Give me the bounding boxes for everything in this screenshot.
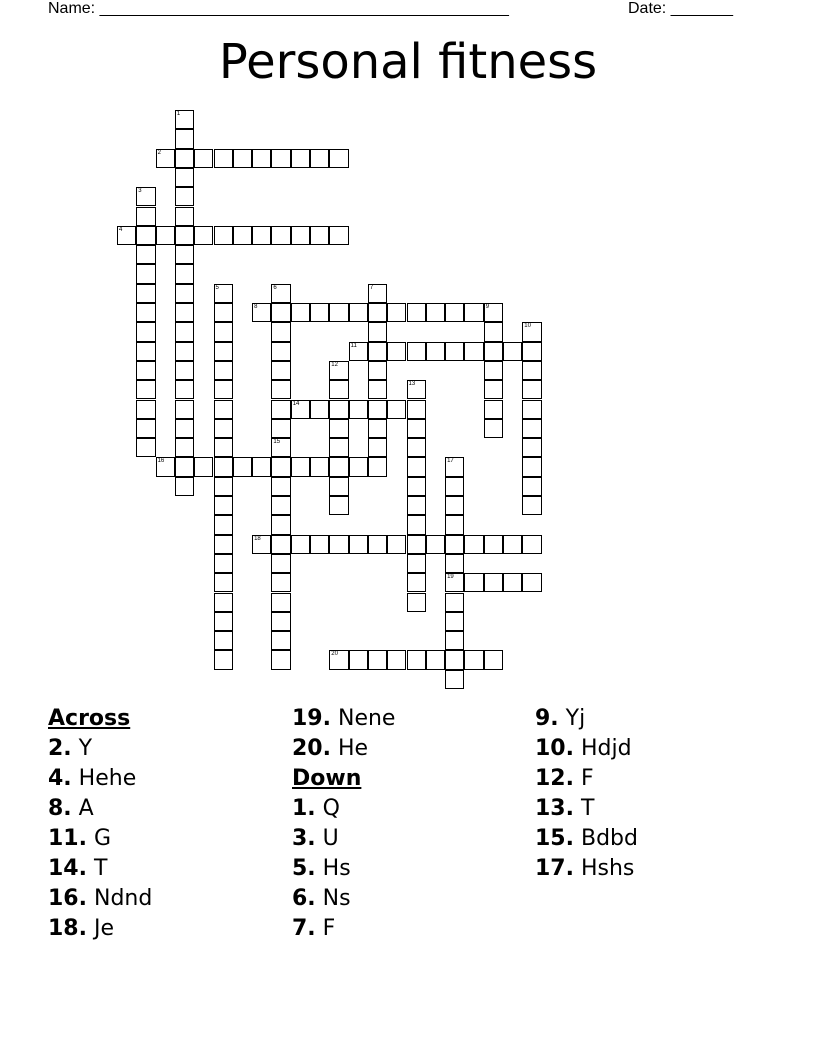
grid-cell[interactable] xyxy=(271,631,290,650)
grid-cell[interactable] xyxy=(175,168,194,187)
grid-cell[interactable] xyxy=(291,400,310,419)
clue-across-20: 20. He xyxy=(292,736,369,761)
grid-cell[interactable] xyxy=(368,438,387,457)
grid-cell[interactable] xyxy=(214,573,233,592)
grid-cell[interactable] xyxy=(175,419,194,438)
page-title: Personal fitness xyxy=(218,34,598,90)
grid-cell[interactable] xyxy=(445,515,464,534)
grid-cell[interactable] xyxy=(175,187,194,206)
grid-cell[interactable] xyxy=(503,573,522,592)
grid-cell[interactable] xyxy=(175,322,194,341)
grid-cell[interactable] xyxy=(484,419,503,438)
grid-cell[interactable] xyxy=(194,226,213,245)
grid-cell[interactable] xyxy=(387,400,406,419)
grid-cell[interactable] xyxy=(349,650,368,669)
clue-across-4: 4. Hehe xyxy=(48,766,137,791)
grid-cell[interactable] xyxy=(252,457,271,476)
grid-cell[interactable] xyxy=(445,631,464,650)
grid-cell[interactable] xyxy=(329,400,348,419)
grid-cell[interactable] xyxy=(117,226,136,245)
grid-cell[interactable] xyxy=(522,380,541,399)
grid-cell[interactable] xyxy=(271,612,290,631)
grid-cell[interactable] xyxy=(349,457,368,476)
grid-cell[interactable] xyxy=(175,380,194,399)
grid-cell[interactable] xyxy=(464,303,483,322)
grid-cell[interactable] xyxy=(214,400,233,419)
grid-cell[interactable] xyxy=(271,535,290,554)
grid-cell[interactable] xyxy=(484,322,503,341)
grid-cell[interactable] xyxy=(368,342,387,361)
cell-number: 3 xyxy=(138,188,142,195)
grid-cell[interactable] xyxy=(426,650,445,669)
grid-cell[interactable] xyxy=(407,303,426,322)
grid-cell[interactable] xyxy=(445,670,464,689)
grid-cell[interactable] xyxy=(349,303,368,322)
grid-cell[interactable] xyxy=(387,342,406,361)
grid-cell[interactable] xyxy=(271,515,290,534)
grid-cell[interactable] xyxy=(445,573,464,592)
grid-cell[interactable] xyxy=(175,245,194,264)
grid-cell[interactable] xyxy=(484,573,503,592)
grid-cell[interactable] xyxy=(175,361,194,380)
grid-cell[interactable] xyxy=(214,593,233,612)
grid-cell[interactable] xyxy=(291,535,310,554)
clue-down-10: 10. Hdjd xyxy=(535,736,632,761)
grid-cell[interactable] xyxy=(503,535,522,554)
grid-cell[interactable] xyxy=(136,380,155,399)
grid-cell[interactable] xyxy=(407,419,426,438)
grid-cell[interactable] xyxy=(271,226,290,245)
grid-cell[interactable] xyxy=(329,535,348,554)
grid-cell[interactable] xyxy=(310,400,329,419)
cell-number: 14 xyxy=(292,400,300,407)
cell-number: 9 xyxy=(485,304,490,310)
clue-down-9: 9. Yj xyxy=(535,706,586,731)
clue-across-16: 16. Ndnd xyxy=(48,886,153,911)
grid-cell[interactable] xyxy=(136,187,155,206)
grid-cell[interactable] xyxy=(329,149,348,168)
grid-cell[interactable] xyxy=(291,303,310,322)
grid-cell[interactable] xyxy=(271,361,290,380)
grid-cell[interactable] xyxy=(407,535,426,554)
grid-cell[interactable] xyxy=(503,342,522,361)
grid-cell[interactable] xyxy=(214,419,233,438)
grid-cell[interactable] xyxy=(445,477,464,496)
grid-cell[interactable] xyxy=(445,612,464,631)
grid-cell[interactable] xyxy=(175,264,194,283)
cell-number: 10 xyxy=(524,323,531,330)
grid-cell[interactable] xyxy=(271,400,290,419)
grid-cell[interactable] xyxy=(214,303,233,322)
grid-cell[interactable] xyxy=(387,303,406,322)
grid-cell[interactable] xyxy=(368,419,387,438)
grid-cell[interactable] xyxy=(136,438,155,457)
grid-cell[interactable] xyxy=(445,535,464,554)
clue-down-13: 13. T xyxy=(535,796,595,821)
clue-across-19: 19. Nene xyxy=(292,706,396,731)
clue-down-7: 7. F xyxy=(292,916,336,941)
cell-number: 1 xyxy=(176,111,181,117)
grid-cell[interactable] xyxy=(214,535,233,554)
cell-number: 5 xyxy=(215,284,219,291)
cell-number: 16 xyxy=(157,458,165,465)
clue-down-15: 15. Bdbd xyxy=(535,826,638,851)
grid-cell[interactable] xyxy=(407,593,426,612)
grid-cell[interactable] xyxy=(214,515,233,534)
grid-cell[interactable] xyxy=(136,264,155,283)
grid-cell[interactable] xyxy=(349,342,368,361)
grid-cell[interactable] xyxy=(464,342,483,361)
cell-number: 8 xyxy=(254,304,258,310)
grid-cell[interactable] xyxy=(368,650,387,669)
grid-cell[interactable] xyxy=(522,496,541,515)
grid-cell[interactable] xyxy=(484,361,503,380)
grid-cell[interactable] xyxy=(214,380,233,399)
grid-cell[interactable] xyxy=(407,515,426,534)
grid-cell[interactable] xyxy=(194,149,213,168)
date-field-label: Date: _______ xyxy=(628,0,733,17)
cell-number: 12 xyxy=(331,361,338,368)
cell-number: 19 xyxy=(447,574,454,581)
clue-down-1: 1. Q xyxy=(292,796,340,821)
grid-cell[interactable] xyxy=(271,149,290,168)
grid-cell[interactable] xyxy=(329,419,348,438)
grid-cell[interactable] xyxy=(445,342,464,361)
cell-number: 15 xyxy=(273,439,281,446)
grid-cell[interactable] xyxy=(522,573,541,592)
grid-cell[interactable] xyxy=(522,322,541,341)
grid-cell[interactable] xyxy=(329,457,348,476)
across-heading: Across xyxy=(48,706,131,731)
grid-cell[interactable] xyxy=(464,650,483,669)
grid-cell[interactable] xyxy=(175,129,194,148)
cell-number: 7 xyxy=(369,284,374,291)
grid-cell[interactable] xyxy=(368,322,387,341)
grid-cell[interactable] xyxy=(407,496,426,515)
grid-cell[interactable] xyxy=(445,554,464,573)
grid-cell[interactable] xyxy=(310,457,329,476)
grid-cell[interactable] xyxy=(271,303,290,322)
grid-cell[interactable] xyxy=(156,226,175,245)
grid-cell[interactable] xyxy=(214,149,233,168)
grid-cell[interactable] xyxy=(484,303,503,322)
grid-cell[interactable] xyxy=(214,457,233,476)
grid-cell[interactable] xyxy=(407,342,426,361)
grid-cell[interactable] xyxy=(522,535,541,554)
grid-cell[interactable] xyxy=(291,149,310,168)
grid-cell[interactable] xyxy=(407,650,426,669)
grid-cell[interactable] xyxy=(271,342,290,361)
grid-cell[interactable] xyxy=(329,438,348,457)
grid-cell[interactable] xyxy=(464,535,483,554)
grid-cell[interactable] xyxy=(136,226,155,245)
grid-cell[interactable] xyxy=(445,303,464,322)
grid-cell[interactable] xyxy=(252,149,271,168)
name-field-label: Name: ______________________________________________ xyxy=(48,0,509,17)
grid-cell[interactable] xyxy=(175,400,194,419)
grid-cell[interactable] xyxy=(136,245,155,264)
grid-cell[interactable] xyxy=(484,400,503,419)
grid-cell[interactable] xyxy=(407,573,426,592)
grid-cell[interactable] xyxy=(368,457,387,476)
grid-cell[interactable] xyxy=(522,438,541,457)
grid-cell[interactable] xyxy=(407,477,426,496)
grid-cell[interactable] xyxy=(271,419,290,438)
cell-number: 11 xyxy=(350,342,357,349)
grid-cell[interactable] xyxy=(329,650,348,669)
clue-down-5: 5. Hs xyxy=(292,856,351,881)
grid-cell[interactable] xyxy=(136,342,155,361)
grid-cell[interactable] xyxy=(233,226,252,245)
grid-cell[interactable] xyxy=(329,380,348,399)
cell-number: 17 xyxy=(447,458,454,465)
grid-cell[interactable] xyxy=(214,496,233,515)
grid-cell[interactable] xyxy=(387,535,406,554)
grid-cell[interactable] xyxy=(387,650,406,669)
grid-cell[interactable] xyxy=(175,207,194,226)
grid-cell[interactable] xyxy=(175,303,194,322)
grid-cell[interactable] xyxy=(522,457,541,476)
grid-cell[interactable] xyxy=(214,612,233,631)
grid-cell[interactable] xyxy=(522,477,541,496)
grid-cell[interactable] xyxy=(214,477,233,496)
grid-cell[interactable] xyxy=(252,535,271,554)
grid-cell[interactable] xyxy=(407,457,426,476)
grid-cell[interactable] xyxy=(484,342,503,361)
grid-cell[interactable] xyxy=(233,149,252,168)
down-heading: Down xyxy=(292,766,362,791)
grid-cell[interactable] xyxy=(368,303,387,322)
grid-cell[interactable] xyxy=(175,342,194,361)
grid-cell[interactable] xyxy=(522,400,541,419)
clue-across-18: 18. Je xyxy=(48,916,115,941)
cell-number: 18 xyxy=(254,535,261,542)
grid-cell[interactable] xyxy=(426,535,445,554)
grid-cell[interactable] xyxy=(445,593,464,612)
grid-cell[interactable] xyxy=(484,535,503,554)
grid-cell[interactable] xyxy=(175,438,194,457)
grid-cell[interactable] xyxy=(252,303,271,322)
clue-across-11: 11. G xyxy=(48,826,112,851)
clue-down-12: 12. F xyxy=(535,766,594,791)
grid-cell[interactable] xyxy=(136,207,155,226)
grid-cell[interactable] xyxy=(407,380,426,399)
grid-cell[interactable] xyxy=(329,303,348,322)
grid-cell[interactable] xyxy=(214,438,233,457)
grid-cell[interactable] xyxy=(136,284,155,303)
grid-cell[interactable] xyxy=(194,457,213,476)
grid-cell[interactable] xyxy=(156,149,175,168)
cell-number: 4 xyxy=(119,226,123,233)
clue-down-6: 6. Ns xyxy=(292,886,351,911)
grid-cell[interactable] xyxy=(426,303,445,322)
grid-cell[interactable] xyxy=(310,149,329,168)
grid-cell[interactable] xyxy=(445,650,464,669)
grid-cell[interactable] xyxy=(214,284,233,303)
grid-cell[interactable] xyxy=(329,226,348,245)
grid-cell[interactable] xyxy=(136,303,155,322)
grid-cell[interactable] xyxy=(271,650,290,669)
grid-cell[interactable] xyxy=(291,226,310,245)
grid-cell[interactable] xyxy=(368,380,387,399)
grid-cell[interactable] xyxy=(484,380,503,399)
grid-cell[interactable] xyxy=(214,226,233,245)
grid-cell[interactable] xyxy=(175,149,194,168)
grid-cell[interactable] xyxy=(522,419,541,438)
grid-cell[interactable] xyxy=(271,593,290,612)
grid-cell[interactable] xyxy=(156,457,175,476)
cell-number: 13 xyxy=(408,381,416,388)
clue-across-8: 8. A xyxy=(48,796,94,821)
clue-down-3: 3. U xyxy=(292,826,339,851)
clue-column-2 xyxy=(292,704,395,944)
grid-cell[interactable] xyxy=(349,400,368,419)
grid-cell[interactable] xyxy=(291,457,310,476)
grid-cell[interactable] xyxy=(368,361,387,380)
grid-cell[interactable] xyxy=(271,457,290,476)
grid-cell[interactable] xyxy=(175,226,194,245)
grid-cell[interactable] xyxy=(214,342,233,361)
grid-cell[interactable] xyxy=(175,284,194,303)
grid-cell[interactable] xyxy=(271,438,290,457)
grid-cell[interactable] xyxy=(329,496,348,515)
grid-cell[interactable] xyxy=(214,322,233,341)
grid-cell[interactable] xyxy=(310,226,329,245)
cell-number: 2 xyxy=(157,149,161,156)
grid-cell[interactable] xyxy=(464,573,483,592)
grid-cell[interactable] xyxy=(233,457,252,476)
grid-cell[interactable] xyxy=(136,361,155,380)
grid-cell[interactable] xyxy=(271,573,290,592)
grid-cell[interactable] xyxy=(426,342,445,361)
grid-cell[interactable] xyxy=(310,535,329,554)
clue-column-1 xyxy=(48,704,152,944)
grid-cell[interactable] xyxy=(175,457,194,476)
grid-cell[interactable] xyxy=(484,650,503,669)
grid-cell[interactable] xyxy=(445,457,464,476)
cell-number: 6 xyxy=(273,284,277,291)
grid-cell[interactable] xyxy=(271,554,290,573)
grid-cell[interactable] xyxy=(368,400,387,419)
grid-cell[interactable] xyxy=(175,110,194,129)
cell-number: 20 xyxy=(331,651,338,658)
grid-cell[interactable] xyxy=(271,496,290,515)
grid-cell[interactable] xyxy=(271,477,290,496)
grid-cell[interactable] xyxy=(214,631,233,650)
grid-cell[interactable] xyxy=(136,322,155,341)
clue-across-2: 2. Y xyxy=(48,736,93,761)
grid-cell[interactable] xyxy=(445,496,464,515)
grid-cell[interactable] xyxy=(329,477,348,496)
grid-cell[interactable] xyxy=(136,419,155,438)
grid-cell[interactable] xyxy=(407,400,426,419)
grid-cell[interactable] xyxy=(175,477,194,496)
clue-across-14: 14. T xyxy=(48,856,108,881)
grid-cell[interactable] xyxy=(271,380,290,399)
grid-cell[interactable] xyxy=(252,226,271,245)
grid-cell[interactable] xyxy=(214,650,233,669)
grid-cell[interactable] xyxy=(214,361,233,380)
grid-cell[interactable] xyxy=(522,361,541,380)
grid-cell[interactable] xyxy=(271,322,290,341)
grid-cell[interactable] xyxy=(310,303,329,322)
grid-cell[interactable] xyxy=(329,361,348,380)
grid-cell[interactable] xyxy=(349,535,368,554)
clue-down-17: 17. Hshs xyxy=(535,856,635,881)
grid-cell[interactable] xyxy=(214,554,233,573)
grid-cell[interactable] xyxy=(368,535,387,554)
grid-cell[interactable] xyxy=(407,438,426,457)
grid-cell[interactable] xyxy=(136,400,155,419)
grid-cell[interactable] xyxy=(368,284,387,303)
grid-cell[interactable] xyxy=(271,284,290,303)
grid-cell[interactable] xyxy=(407,554,426,573)
grid-cell[interactable] xyxy=(522,342,541,361)
clue-column-3 xyxy=(535,704,638,884)
